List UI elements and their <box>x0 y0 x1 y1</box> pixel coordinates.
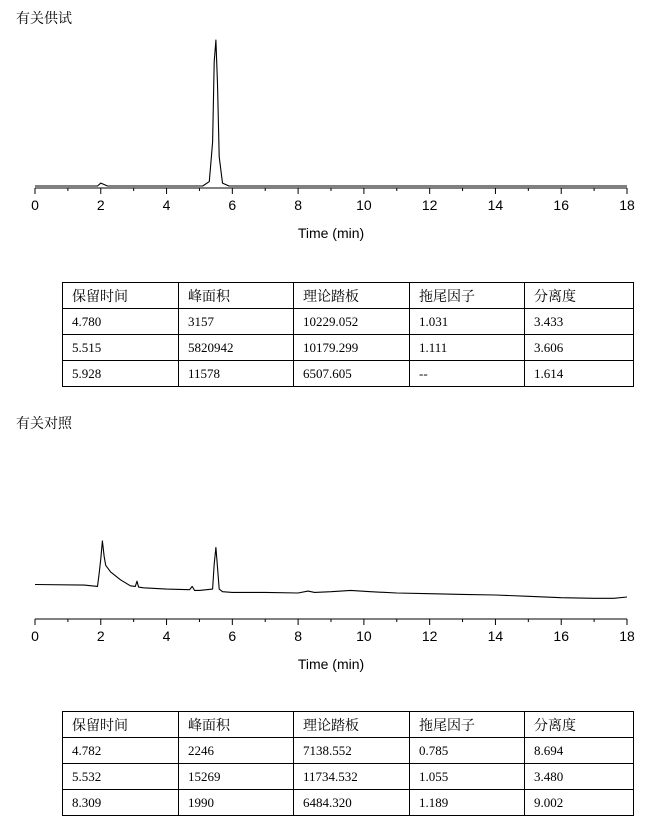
header-resolution: 分离度 <box>525 712 634 738</box>
section-title-reference: 有关对照 <box>16 416 72 432</box>
results-table-reference <box>62 711 634 816</box>
x-tick-label: 16 <box>553 197 570 213</box>
table-row <box>63 335 634 361</box>
cell-peak-area: 1990 <box>179 790 294 816</box>
header-peak-area: 峰面积 <box>179 283 294 309</box>
cell-resolution: 8.694 <box>525 738 634 764</box>
cell-retention-time: 5.928 <box>63 361 179 387</box>
x-tick-label: 12 <box>421 628 438 644</box>
chromatogram-trace <box>35 541 627 598</box>
cell-peak-area: 2246 <box>179 738 294 764</box>
section-title-sample: 有关供试 <box>16 11 72 27</box>
x-tick-label: 0 <box>31 197 39 213</box>
header-tailing-factor: 拖尾因子 <box>410 283 525 309</box>
x-tick-label: 14 <box>487 197 504 213</box>
cell-resolution: 3.480 <box>525 764 634 790</box>
x-tick-label: 6 <box>228 628 237 644</box>
table-row <box>63 790 634 816</box>
table-row <box>63 361 634 387</box>
x-tick-label: 14 <box>487 628 504 644</box>
header-peak-area: 峰面积 <box>179 712 294 738</box>
cell-peak-area: 5820942 <box>179 335 294 361</box>
header-retention-time: 保留时间 <box>63 712 179 738</box>
cell-tailing-factor: 0.785 <box>410 738 525 764</box>
cell-retention-time: 5.515 <box>63 335 179 361</box>
x-tick-label: 4 <box>162 197 171 213</box>
table-row <box>63 309 634 335</box>
cell-resolution: 9.002 <box>525 790 634 816</box>
cell-resolution: 3.433 <box>525 309 634 335</box>
x-axis-label: Time (min) <box>297 656 365 672</box>
table-row <box>63 738 634 764</box>
x-tick-label: 8 <box>294 197 303 213</box>
x-tick-label: 10 <box>356 197 372 213</box>
cell-resolution: 3.606 <box>525 335 634 361</box>
header-resolution: 分离度 <box>525 283 634 309</box>
x-tick-label: 6 <box>228 197 237 213</box>
cell-tailing-factor: 1.189 <box>410 790 525 816</box>
cell-peak-area: 15269 <box>179 764 294 790</box>
x-tick-label: 4 <box>162 628 171 644</box>
cell-retention-time: 5.532 <box>63 764 179 790</box>
cell-peak-area: 11578 <box>179 361 294 387</box>
header-retention-time: 保留时间 <box>63 283 179 309</box>
x-tick-label: 10 <box>356 628 372 644</box>
header-tailing-factor: 拖尾因子 <box>410 712 525 738</box>
x-tick-label: 0 <box>31 628 39 644</box>
x-tick-label: 12 <box>421 197 438 213</box>
x-tick-label: 2 <box>96 197 105 213</box>
cell-resolution: 1.614 <box>525 361 634 387</box>
cell-peak-area: 3157 <box>179 309 294 335</box>
x-tick-label: 16 <box>553 628 570 644</box>
table-row <box>63 764 634 790</box>
cell-theoretical-plates: 6484.320 <box>294 790 410 816</box>
x-tick-label: 8 <box>294 628 303 644</box>
cell-tailing-factor: -- <box>410 361 525 387</box>
cell-theoretical-plates: 11734.532 <box>294 764 410 790</box>
chromatogram-sample <box>0 0 660 250</box>
cell-theoretical-plates: 6507.605 <box>294 361 410 387</box>
chromatogram-trace <box>35 40 627 186</box>
cell-tailing-factor: 1.031 <box>410 309 525 335</box>
table-header-row <box>63 283 634 309</box>
results-table-sample <box>62 282 634 387</box>
cell-retention-time: 8.309 <box>63 790 179 816</box>
x-tick-label: 18 <box>619 628 635 644</box>
cell-tailing-factor: 1.111 <box>410 335 525 361</box>
table-header-row <box>63 712 634 738</box>
chromatogram-reference <box>0 431 660 681</box>
cell-retention-time: 4.780 <box>63 309 179 335</box>
header-theoretical-plates: 理论踏板 <box>294 283 410 309</box>
cell-theoretical-plates: 7138.552 <box>294 738 410 764</box>
header-theoretical-plates: 理论踏板 <box>294 712 410 738</box>
x-tick-label: 18 <box>619 197 635 213</box>
cell-tailing-factor: 1.055 <box>410 764 525 790</box>
cell-theoretical-plates: 10229.052 <box>294 309 410 335</box>
x-tick-label: 2 <box>96 628 105 644</box>
x-axis-label: Time (min) <box>297 225 365 241</box>
cell-retention-time: 4.782 <box>63 738 179 764</box>
cell-theoretical-plates: 10179.299 <box>294 335 410 361</box>
